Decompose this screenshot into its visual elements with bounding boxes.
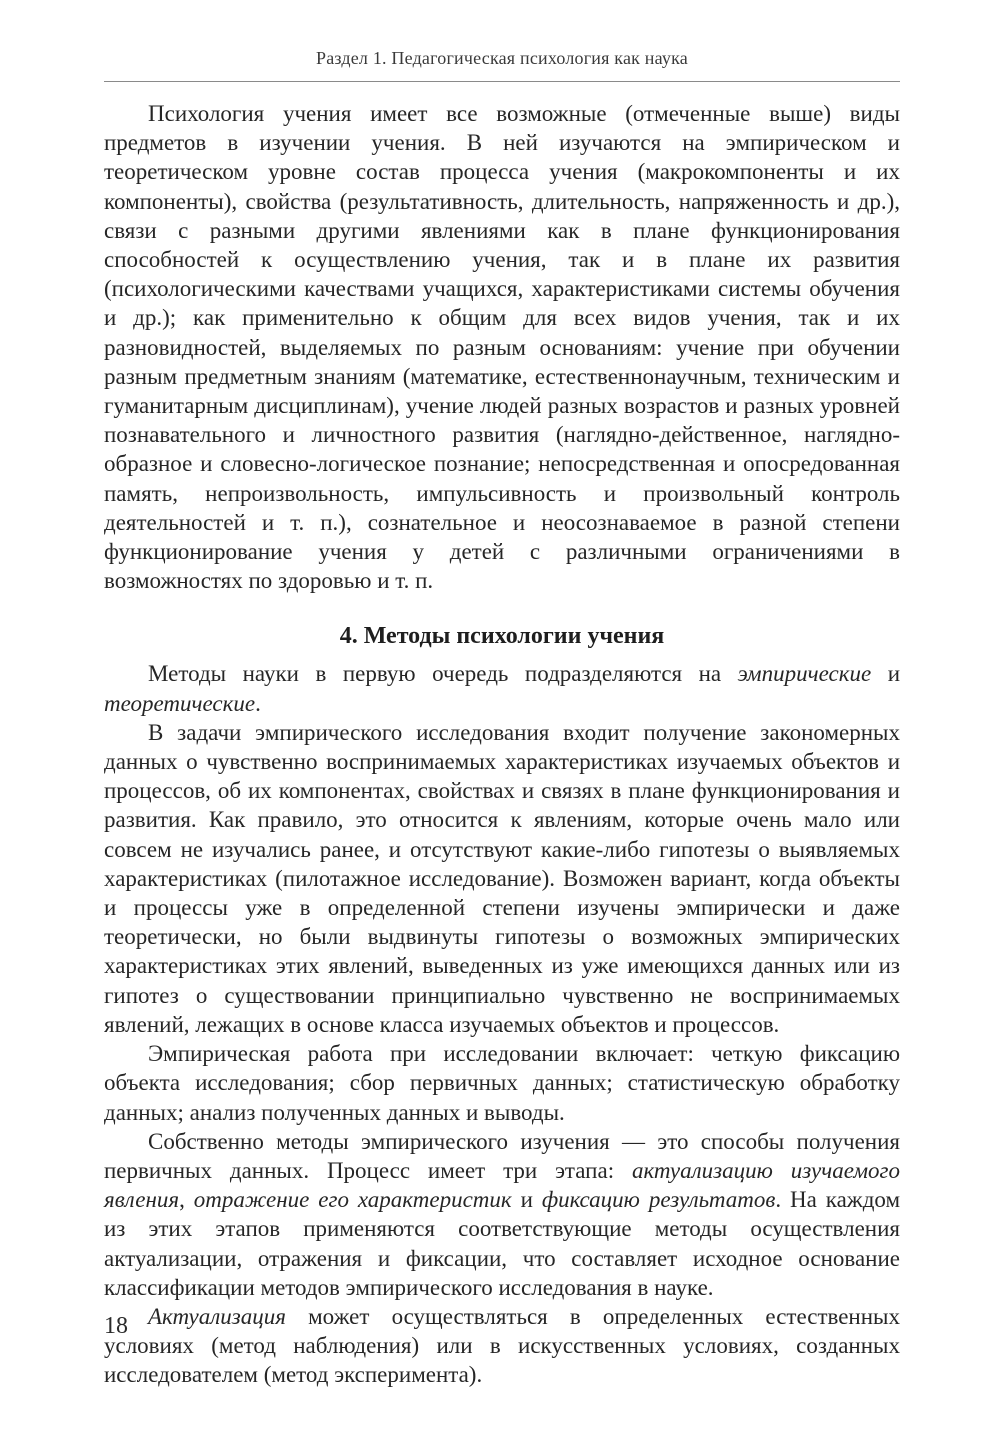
intro-paragraph: Психология учения имеет все возможные (отмеченные выше) виды предметов в изучении учения. В ней изучаются на эмпирическом и теоретическом уровне состав процесса учения (макрокомпоненты и их компоненты), свойства (результативность, длительность, напряженность и др.), связи с разными другими явлениями как в плане функционирования способностей к осуществлению учения, так и в плане их развития (психологическими качествами учащихся, характеристиками системы обучения и др.); как применительно к общим для всех видов учения, так и их разновидностей, выделяемых по разным основаниям: учение при обучении разным предметным знаниям (математике, естественнонаучным, техническим и гуманитарным дисциплинам), учение людей разных возрастов и разных уровней познавательного и личностного развития (наглядно-действенное, наглядно-образное и словесно-логическое познание; непосредственная и опосредованная память, непроизвольность, импульсивность и произвольный контроль деятельностей и т. п.), сознательное и неосознаваемое в разной степени функционирование учения у детей с различными ограничениями в возможностях по здоровью и т. п. [104, 101, 900, 594]
actualization-paragraph: Актуализация может осуществляться в определенных естественных условиях (метод наблюдения) или в искусственных условиях, созданных исследователем (метод эксперимента). [104, 1303, 900, 1388]
term-actualization-stage: актуализацию изучаемого явления [104, 1157, 900, 1213]
running-head: Раздел 1. Педагогическая психология как наука [316, 48, 688, 68]
empirical-tasks-paragraph: В задачи эмпирического исследования входит получение закономерных данных о чувственно воспринимаемых характеристиках изучаемых объектов и процессов, об их компонентах, свойствах и связях в плане функционирования и развития. Как правило, это относится к явлениям, которые очень мало или совсем не изучались ранее, и отсутствуют какие-либо гипотезы о выявляемых характеристиках (пилотажное исследование). Возможен вариант, когда объекты и процессы уже в определенной степени изучены эмпирически и даже теоретически, но были выдвинуты гипотезы о возможных эмпирических характеристиках этих явлений, выведенных из уже имеющихся данных или из гипотез о существовании принципиально чувственно не воспринимаемых явлений, лежащих в основе класса изучаемых объектов и процессов. [104, 719, 900, 1037]
page-number: 18 [104, 1313, 128, 1339]
term-theoretical: теоретические [104, 690, 256, 716]
page-body [104, 99, 900, 1390]
term-fixation-stage: фиксацию результатов [541, 1187, 776, 1213]
term-reflection-stage: отражение его характеристик [193, 1187, 512, 1213]
empirical-work-paragraph: Эмпирическая работа при исследовании включает: четкую фиксацию объекта исследования; сбор первичных данных; статистическую обработку данных; анализ полученных данных и выводы. [104, 1041, 900, 1125]
empirical-methods-paragraph: Собственно методы эмпирического изучения — это способы получения первичных данных. Процесс имеет три этапа: актуализацию изучаемого явления, отражение его характеристик и фиксацию результатов. На каждом из этих этапов применяются соответствующие методы осуществления актуализации, отражения и фиксации, что составляет исходное основание классификации методов эмпирического исследования в науке. [104, 1128, 901, 1300]
section-heading: 4. Методы психологии учения [339, 623, 665, 650]
term-empirical: эмпирические [737, 661, 872, 687]
methods-paragraph: Методы науки в первую очередь подразделяются на эмпирические и теоретические. [104, 661, 900, 716]
header-rule [104, 81, 900, 82]
term-actualization: Актуализация [148, 1303, 286, 1329]
